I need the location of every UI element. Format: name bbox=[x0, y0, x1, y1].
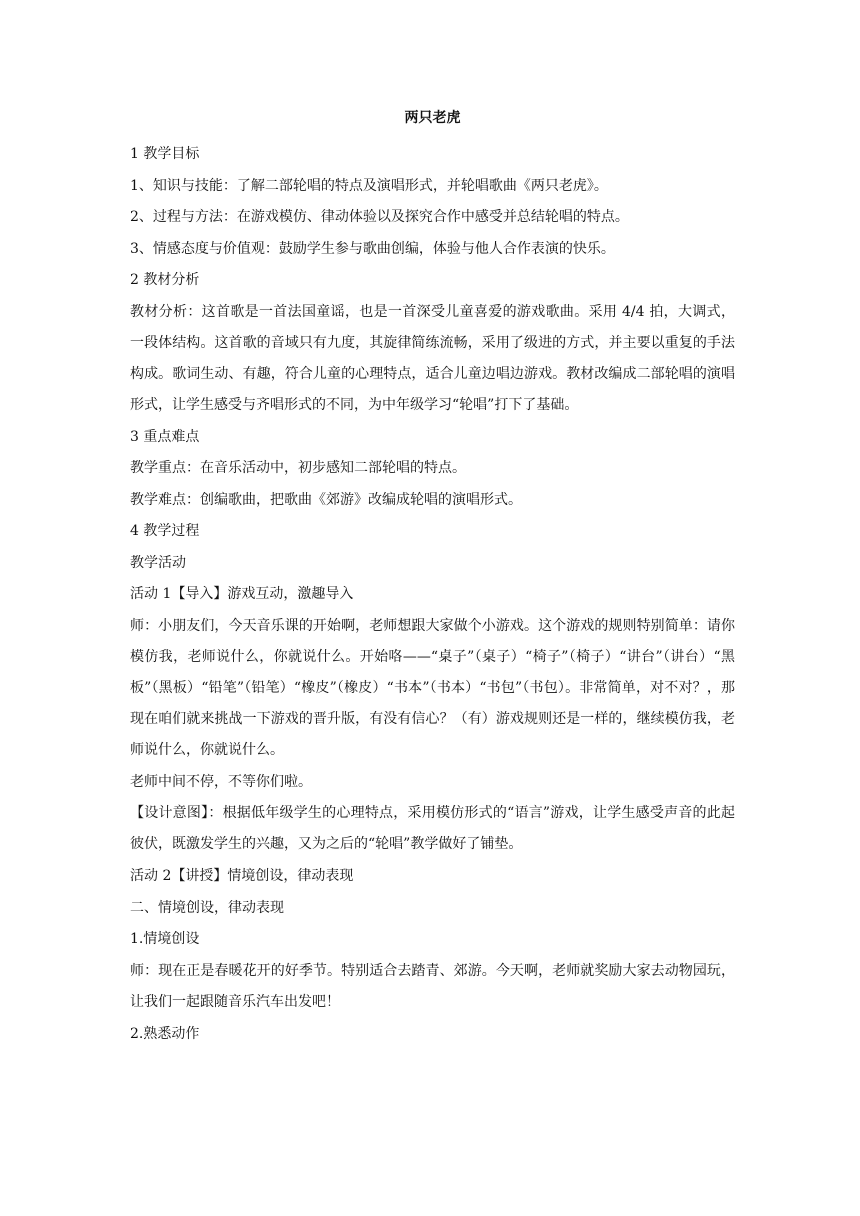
subheading-activities: 教学活动 bbox=[130, 554, 186, 571]
teacher-note-line: 老师中间不停，不等你们啦。 bbox=[130, 773, 312, 790]
objective-process: 2、过程与方法：在游戏模仿、律动体验以及探究合作中感受并总结轮唱的特点。 bbox=[130, 209, 629, 225]
document-page bbox=[130, 108, 735, 1055]
scenario-paragraph: 师：现在正是春暖花开的好季节。特别适合去踏青、郊游。今天啊，老师就奖励大家去动物园玩，让我们一起跟随音乐汽车出发吧！ bbox=[130, 962, 735, 1010]
section-heading-analysis: 2 教材分析 bbox=[130, 272, 200, 288]
familiar-actions-heading: 2.熟悉动作 bbox=[130, 1025, 200, 1042]
objective-attitude: 3、情感态度与价值观：鼓励学生参与歌曲创编，体验与他人合作表演的快乐。 bbox=[130, 240, 615, 257]
activity-1-heading: 活动 1【导入】游戏互动，激趣导入 bbox=[130, 586, 354, 602]
teacher-game-paragraph: 师：小朋友们，今天音乐课的开始啊，老师想跟大家做个小游戏。这个游戏的规则特别简单：请你模仿我，老师说什么，你就说什么。开始咯——“桌子”（桌子）“椅子”（椅子）“讲台”（讲台）“黑板”（黑板）“铅笔”（铅笔）“橡皮”（橡皮）“书本”（书本）“书包”（书包）。非常简单，对不对？，那现在咱们就来挑战一下游戏的晋升版，有没有信心？（有）游戏规则还是一样的，继续模仿我，老师说什么，你就说什么。 bbox=[130, 617, 735, 758]
objective-knowledge: 1、知识与技能：了解二部轮唱的特点及演唱形式，并轮唱歌曲《两只老虎》。 bbox=[130, 177, 608, 194]
design-intent-paragraph: 【设计意图】：根据低年级学生的心理特点，采用模仿形式的“语言”游戏，让学生感受声音的此起彼伏，既激发学生的兴趣，又为之后的“轮唱”教学做好了铺垫。 bbox=[130, 805, 735, 852]
section-heading-key-points: 3 重点难点 bbox=[130, 428, 200, 445]
section-heading-objectives: 1 教学目标 bbox=[130, 146, 200, 162]
key-point-difficulty: 教学难点：创编歌曲，把歌曲《郊游》改编成轮唱的演唱形式。 bbox=[130, 491, 522, 508]
document-title: 两只老虎 bbox=[404, 110, 461, 126]
section-heading-process: 4 教学过程 bbox=[130, 523, 200, 539]
analysis-paragraph: 教材分析：这首歌是一首法国童谣，也是一首深受儿童喜爱的游戏歌曲。采用 4/4 拍，大调式，一段体结构。这首歌的音域只有九度，其旋律简练流畅，采用了级进的方式，并主要以重复的手法构成。歌词生动、有趣，符合儿童的心理特点，适合儿童边唱边游戏。教材改编成二部轮唱的演唱形式，让学生感受与齐唱形式的不同，为中年级学习“轮唱”打下了基础。 bbox=[130, 303, 735, 413]
key-point-focus: 教学重点：在音乐活动中，初步感知二部轮唱的特点。 bbox=[130, 460, 466, 476]
activity-2-heading: 活动 2【讲授】情境创设，律动表现 bbox=[130, 868, 354, 884]
scenario-heading: 1.情境创设 bbox=[130, 931, 200, 947]
section-two-heading: 二、情境创设，律动表现 bbox=[130, 899, 284, 916]
